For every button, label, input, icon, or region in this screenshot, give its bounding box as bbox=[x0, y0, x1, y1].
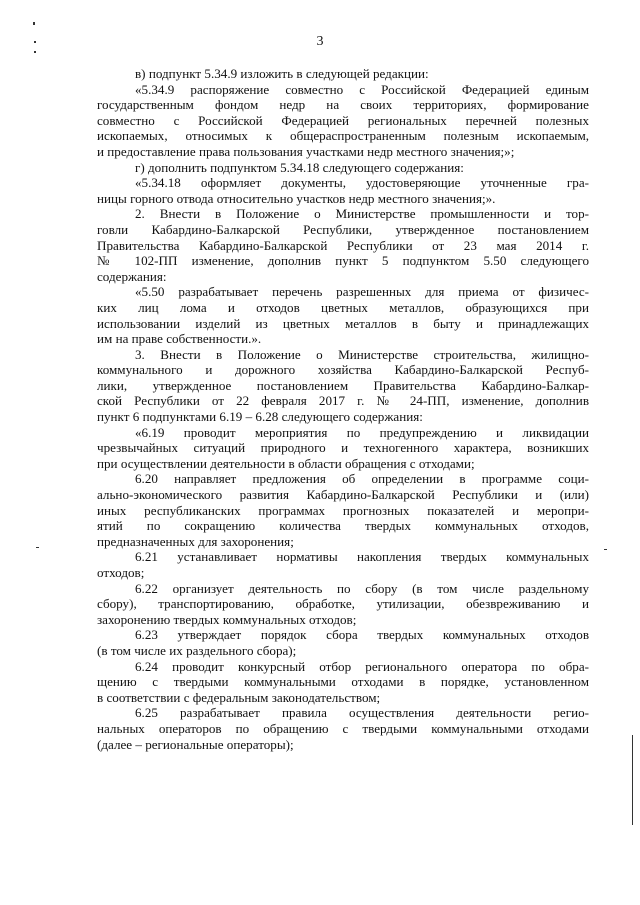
text-line: при осуществлении деятельности в области обращения с отходами; bbox=[97, 455, 475, 471]
text-line: 6.25 разрабатывает правила осуществления деятельности регио- bbox=[135, 705, 589, 721]
paragraph-6-22 bbox=[97, 581, 589, 628]
text-line: в) подпункт 5.34.9 изложить в следующей редакции: bbox=[135, 66, 429, 81]
text-line: отходов; bbox=[97, 565, 145, 580]
text-line: использовании изделий из цветных металлов в быту и принадлежащих bbox=[97, 315, 589, 331]
text-line: 6.24 проводит конкурсный отбор регионального оператора по обра- bbox=[135, 658, 589, 674]
text-line: чрезвычайных ситуаций природного и техногенного характера, возникших bbox=[97, 440, 589, 456]
text-line: захоронению твердых коммунальных отходов; bbox=[97, 611, 357, 627]
scan-mark bbox=[36, 547, 39, 548]
text-line: «6.19 проводит мероприятия по предупреждению и ликвидации bbox=[135, 424, 589, 440]
text-line: «5.34.18 оформляет документы, удостоверяющие уточненные гра- bbox=[135, 175, 589, 191]
text-line: иных республиканских программах прогнозных показателей и меропри- bbox=[97, 502, 589, 518]
text-line: 6.21 устанавливает нормативы накопления твердых коммунальных bbox=[135, 549, 589, 565]
scan-mark bbox=[34, 51, 36, 53]
text-line: (далее – региональные операторы); bbox=[97, 736, 294, 752]
text-line: нальных операторов по обращению с твердыми коммунальными отходами bbox=[97, 720, 589, 736]
text-line: № 102-ПП изменение, дополнив пункт 5 подпунктом 5.50 следующего bbox=[97, 253, 589, 269]
text-line: ятий по сокращению количества твердых коммунальных отходов, bbox=[97, 518, 589, 534]
paragraph-6-23 bbox=[97, 627, 589, 658]
text-line: 3. Внести в Положение о Министерстве строительства, жилищно- bbox=[135, 346, 589, 362]
paragraph-add-5-34-18-intro bbox=[97, 160, 589, 176]
paragraph-5-34-18 bbox=[97, 175, 589, 206]
paragraph-item-3 bbox=[97, 347, 589, 425]
paragraph-item-2 bbox=[97, 206, 589, 284]
paragraph-6-21 bbox=[97, 549, 589, 580]
text-line: 6.22 организует деятельность по сбору (в том числе раздельному bbox=[135, 580, 589, 596]
paragraph-5-34-9 bbox=[97, 82, 589, 160]
text-line: им на праве собственности.». bbox=[97, 331, 262, 347]
scan-mark bbox=[632, 735, 633, 825]
text-line: и предоставление права пользования участками недр местного значения;»; bbox=[97, 143, 515, 159]
paragraph-6-24 bbox=[97, 659, 589, 706]
page-number: 3 bbox=[316, 34, 324, 49]
text-line: Правительства Кабардино-Балкарской Республики от 23 мая 2014 г. bbox=[97, 237, 589, 253]
text-line: в соответствии с федеральным законодательством; bbox=[97, 689, 381, 705]
text-line: ской Республики от 22 февраля 2017 г. № 24-ПП, изменение, дополнив bbox=[97, 393, 589, 409]
text-line: государственным фондом недр на своих территориях, формирование bbox=[97, 97, 589, 113]
text-line: 6.23 утверждает порядок сбора твердых коммунальных отходов bbox=[135, 627, 589, 643]
text-line: говли Кабардино-Балкарской Республики, утвержденное постановлением bbox=[97, 221, 589, 237]
text-line: 2. Внести в Положение о Министерстве промышленности и тор- bbox=[135, 206, 589, 222]
paragraph-5-50 bbox=[97, 284, 589, 346]
text-line: щению с твердыми коммунальными отходами в порядке, установленном bbox=[97, 674, 589, 690]
paragraph-6-25 bbox=[97, 705, 589, 752]
text-line: предназначенных для захоронения; bbox=[97, 533, 294, 549]
text-line: «5.34.9 распоряжение совместно с Российской Федерацией единым bbox=[135, 81, 589, 97]
paragraph-5-34-9-intro bbox=[97, 66, 589, 82]
text-line: ницы горного отвода относительно участков недр местного значения;». bbox=[97, 190, 496, 206]
text-line: совместно с Российской Федерацией региональных перечней полезных bbox=[97, 112, 589, 128]
text-line: пункт 6 подпунктами 6.19 – 6.28 следующего содержания: bbox=[97, 409, 423, 425]
text-line: содержания: bbox=[97, 268, 167, 284]
text-line: лики, утвержденное постановлением Правительства Кабардино-Балкар- bbox=[97, 377, 589, 393]
text-line: (в том числе их раздельного сбора); bbox=[97, 642, 297, 658]
text-line: ископаемых, относимых к общераспространенным полезным ископаемым, bbox=[97, 128, 589, 144]
text-line: сбору), транспортированию, обработке, утилизации, обезвреживанию и bbox=[97, 596, 589, 612]
text-line: г) дополнить подпунктом 5.34.18 следующего содержания: bbox=[135, 159, 464, 175]
scan-mark bbox=[604, 549, 607, 550]
document-body bbox=[97, 66, 589, 752]
paragraph-6-19 bbox=[97, 425, 589, 472]
text-line: ально-экономического развития Кабардино-Балкарской Республики и (или) bbox=[97, 487, 589, 503]
text-line: 6.20 направляет предложения об определении в программе соци- bbox=[135, 471, 589, 487]
text-line: коммунального и дорожного хозяйства Кабардино-Балкарской Респуб- bbox=[97, 362, 589, 378]
scan-mark bbox=[34, 41, 36, 43]
text-line: ких лиц лома и отходов цветных металлов, образующихся при bbox=[97, 299, 589, 315]
paragraph-6-20 bbox=[97, 471, 589, 549]
text-line: «5.50 разрабатывает перечень разрешенных для приема от физичес- bbox=[135, 284, 589, 300]
scan-mark bbox=[33, 22, 35, 25]
